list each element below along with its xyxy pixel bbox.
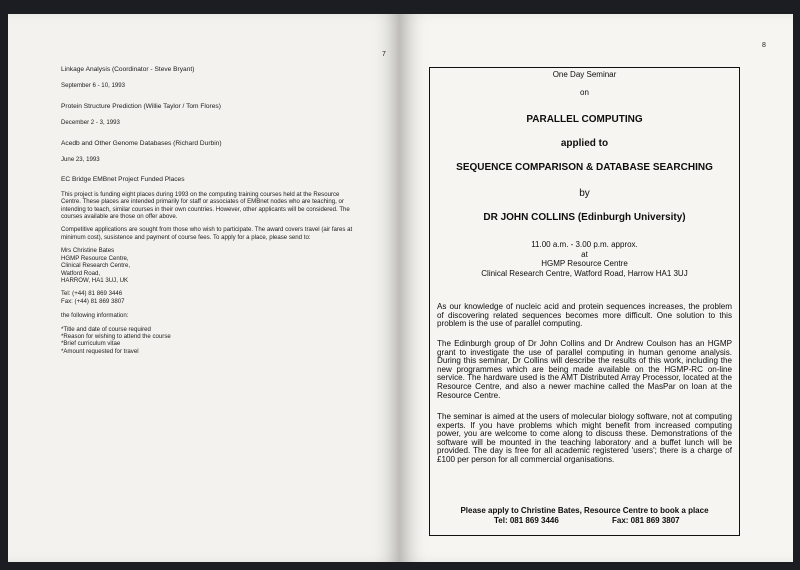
left-page-content — [61, 66, 361, 355]
course-3-dates: June 23, 1993 — [61, 156, 100, 164]
requirement-item: *Amount requested for travel — [61, 347, 139, 355]
address-line: Watford Road, — [61, 269, 101, 277]
requirement-item: *Brief curriculum vitae — [61, 340, 121, 348]
course-2-dates: December 2 - 3, 1993 — [61, 119, 120, 127]
address-line: HARROW, HA1 3UJ, UK — [61, 276, 129, 284]
seminar-at: at — [581, 250, 588, 259]
page-number-left: 7 — [382, 51, 386, 58]
apply-note: Please apply to Christine Bates, Resource Centre to book a place — [460, 506, 709, 515]
seminar-on: on — [580, 88, 589, 97]
seminar-title-2: applied to — [560, 138, 609, 149]
following-info: the following information: — [61, 312, 129, 320]
requirement-item: *Reason for wishing to attend the course — [61, 332, 171, 340]
course-3-title: Acedb and Other Genome Databases (Richard Durbin) — [61, 139, 222, 147]
seminar-time: 11.00 a.m. - 3.00 p.m. approx. — [531, 240, 638, 249]
contact-fax: Fax: (+44) 81 869 3807 — [61, 297, 125, 305]
address-line: Mrs Christine Bates — [61, 247, 115, 255]
seminar-para-2: The Edinburgh group of Dr John Collins and Dr Andrew Coulson has an HGMP grant to investigate the use of parallel computing in human genome analysis. During this seminar, Dr Collins will describe the results of this work, including the new programmes which are being made available on the HGMP-RC on-line service. The hardware used is the AMT Distributed Array Processor, located at the Resource Centre, and also a newer machine called the MasPar on loan at the Resource Centre. — [437, 339, 732, 400]
seminar-type: One Day Seminar — [552, 70, 617, 79]
seminar-by: by — [579, 188, 590, 199]
right-page — [400, 14, 793, 562]
seminar-title-1: PARALLEL COMPUTING — [526, 114, 643, 125]
page-number-right: 8 — [762, 42, 766, 49]
embnet-para-1: This project is funding eight places during 1993 on the computing training courses held at the Resource Centre. These places are intended primarily for staff or associates of EMBnet nodes who are teaching, or intending to teach, similar courses in their own countries. However, other applicants will be considered. The courses available are those on offer above. — [61, 190, 350, 221]
seminar-title-3: SEQUENCE COMPARISON & DATABASE SEARCHING — [456, 162, 713, 173]
seminar-para-3: The seminar is aimed at the users of molecular biology software, not at computing experts. If you have problems which might benefit from increased computing power, you are welcome to come along to discuss these. Demonstrations of the software will be mounted in the teaching laboratory and a buffet lunch will be provided. The day is free for all academic registered 'users'; there is a charge of £100 per person for all commercial organisations. — [437, 412, 732, 464]
venue-address: Clinical Research Centre, Watford Road, Harrow HA1 3UJ — [481, 269, 688, 278]
course-1-title: Linkage Analysis (Coordinator - Steve Bryant) — [61, 66, 195, 73]
seminar-fax: Fax: 081 869 3807 — [612, 516, 680, 525]
address-line: Clinical Research Centre, — [61, 262, 131, 270]
course-2-title: Protein Structure Prediction (Willie Taylor / Tom Flores) — [61, 102, 221, 110]
left-page — [8, 14, 400, 562]
seminar-tel: Tel: 081 869 3446 — [494, 516, 559, 525]
embnet-para-2: Competitive applications are sought from those who wish to participate. The award covers travel (air fares at minimum cost), susistence and payment of course fees. To apply for a place, please send to: — [61, 226, 353, 241]
venue: HGMP Resource Centre — [541, 259, 628, 268]
speaker: DR JOHN COLLINS (Edinburgh University) — [483, 212, 686, 223]
seminar-para-1: As our knowledge of nucleic acid and protein sequences increases, the problem of discovering related sequences becomes more difficult. One solution to this problem is the use of parallel computing. — [437, 302, 732, 329]
seminar-box — [429, 67, 740, 536]
address-line: HGMP Resource Centre, — [61, 254, 129, 262]
contact-tel: Tel: (+44) 81 869 3446 — [61, 290, 123, 298]
requirement-item: *Title and date of course required — [61, 325, 151, 333]
course-1-dates: September 6 - 10, 1993 — [61, 82, 126, 90]
embnet-heading: EC Bridge EMBnet Project Funded Places — [61, 176, 185, 184]
